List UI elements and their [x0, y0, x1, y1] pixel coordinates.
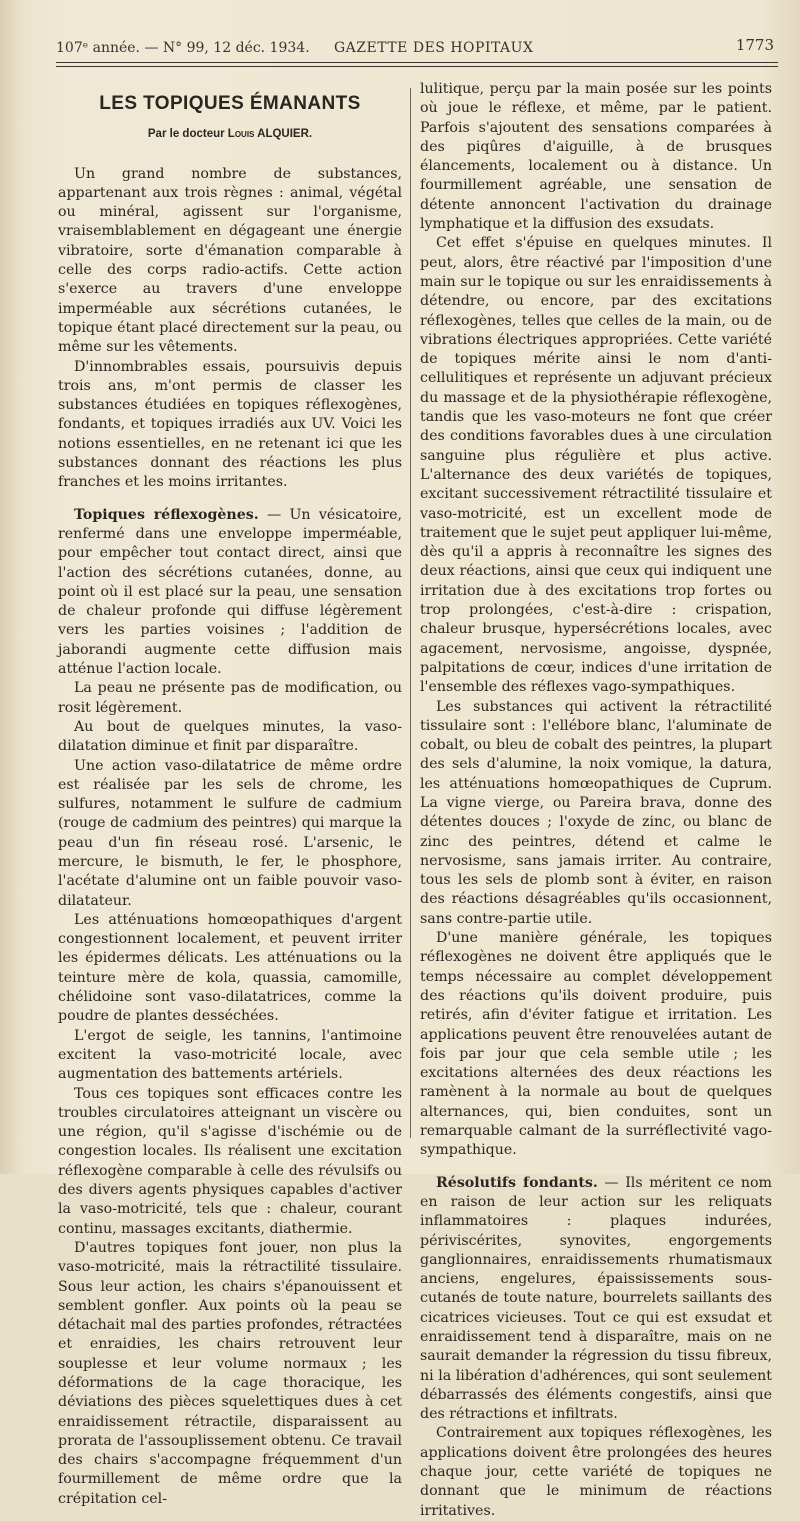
author-name: Louis ALQUIER.	[227, 128, 313, 141]
body-paragraph: Au bout de quelques minutes, la vaso-dilatation diminue et finit par disparaître.	[58, 718, 402, 755]
body-paragraph: Tous ces topiques sont efficaces contre les troubles circulatoires atteignant un viscère ou une région, qu'il s'agisse d'ischémie ou de congestion locales. Ils réalisent une excitation réflexogène comparable à celle des révulsifs ou des divers agents physiques capables d'activer la vaso-motricité, tels que : chaleur, courant continu, massages excitants, diathermie.	[58, 1085, 402, 1237]
intro-paragraph: D'innombrables essais, poursuivis depuis trois ans, m'ont permis de classer les substances étudiées en topiques réflexogènes, fondants, et topiques irradiés aux UV. Voici les notions essentielles, en ne retenant ici que les substances donnant des réactions les plus franches et les moins irritantes.	[58, 358, 402, 491]
body-paragraph-continued: lulitique, perçu par la main posée sur les points où joue le réflexe, et même, par le patient. Parfois s'ajoutent des sensations comparées à des piqûres d'aiguille, à de brusques élancements, localement ou à distance. Un fourmillement agréable, une sensation de détente annoncent l'activation du drainage lymphatique et la diffusion des exsudats.	[420, 81, 772, 233]
byline-prefix: Par le docteur	[147, 128, 225, 141]
section-lead-text: — Ils méritent ce nom en raison de leur action sur les reliquats inflammatoires : plaques indurées, périviscérites, synovites, engorgements ganglionnaires, enraidissements rhumatismaux anciens, engelures, épaississements sous-cutanés de toute nature, bourrelets saillants des cicatrices vicieuses. Tout ce qui est exsudat et enraidissement tend à disparaître, mais on ne saurait demander la régression du tissu fibreux, ni la libération d'adhérences, qui sont seulement débarrassés des éléments congestifs, ainsi que des rétractions et infiltrats.	[420, 1174, 772, 1423]
section-lead-text: — Un vésicatoire, renfermé dans une enveloppe imperméable, pour empêcher tout contact direct, ainsi que l'action des sécrétions cutanées, donne, au point où il est placé sur la peau, une sensation de chaleur profonde qui diffuse légèrement vers les parties voisines ; l'addition de jaborandi augmente cette diffusion mais atténue l'action locale.	[58, 506, 402, 678]
section-resolutifs-lead	[420, 1174, 772, 1425]
body-paragraph: Cet effet s'épuise en quelques minutes. Il peut, alors, être réactivé par l'imposition d'une main sur le topique ou sur les enraidissements à détendre, ou encore, par des excitations réflexogènes, telles que celles de la main, ou de vibrations électriques appropriées. Cette variété de topiques mérite ainsi le nom d'anti-cellulitiques et représente un adjuvant précieux du massage et de la physiothérapie réflexogène, tandis que les vaso-moteurs ne font que créer des conditions favorables dues à une circulation sanguine plus régulière et plus active. L'alternance des deux variétés de topiques, excitant successivement rétractilité tissulaire et vaso-motricité, est un excellent mode de traitement que le sujet peut appliquer lui-même, dès qu'il a appris à reconnaître les signes des deux réactions, ainsi que ceux qui indiquent une irritation due à des excitations trop fortes ou trop prolongées, c'est-à-dire : crispation, chaleur brusque, hypersécrétions locales, avec agacement, nervosisme, angoisse, dyspnée, palpitations de cœur, indices d'une irritation de l'ensemble des réflexes vago-sympathiques.	[420, 235, 772, 696]
byline	[58, 125, 402, 144]
article-title: LES TOPIQUES ÉMANANTS	[99, 93, 361, 114]
body-paragraph: Les substances qui activent la rétractilité tissulaire sont : l'ellébore blanc, l'aluminate de cobalt, ou bleu de cobalt des peintres, la plupart des sels d'alumine, la noix vomique, la datura, les atténuations homœopathiques de Cuprum. La vigne vierge, ou Pareira brava, donne des détentes douces ; l'oxyde de zinc, ou blanc de zinc des peintres, détend et calme le nervosisme, sans jamais irriter. Au contraire, tous les sels de plomb sont à éviter, en raison des réactions désagréables qu'ils occasionnent, sans contre-partie utile.	[420, 698, 772, 927]
body-paragraph: Les atténuations homœopathiques d'argent congestionnent localement, et peuvent irriter les épidermes délicats. Les atténuations ou la teinture mère de kola, quassia, camomille, chélidoine sont vaso-dilatatrices, comme la poudre de plantes desséchées.	[58, 911, 402, 1025]
body-paragraph: D'une manière générale, les topiques réflexogènes ne doivent être appliqués que le temps nécessaire au complet développement des réactions qu'ils doivent produire, puis retirés, afin d'éviter fatigue et irritation. Les applications peuvent être renouvelées autant de fois par jour que cela semble utile ; les excitations alternées des deux réactions les ramènent à la normale au bout de quelques alternances, qui, bien conduites, sont un remarquable calmant de la surréflectivité vago-sympathique.	[420, 930, 772, 1159]
body-paragraph: D'autres topiques font jouer, non plus la vaso-motricité, mais la rétractilité tissulaire. Sous leur action, les chairs s'épanouissent et semblent gonfler. Aux points où la peau se détachait mal des parties profondes, rétractées et enraidies, les chairs retrouvent leur souplesse et leur volume normaux ; les déformations de la cage thoracique, les déviations des pièces squelettiques dues à cet enraidissement rétractile, disparaissent au prorata de l'assouplissement obtenu. Ce travail des chairs s'accompagne fréquemment d'un fourmillement de même ordre que la crépitation cel-	[58, 1239, 402, 1507]
header-rule-thin	[56, 66, 778, 67]
left-column	[58, 80, 402, 1509]
section-heading: Topiques réflexogènes.	[74, 506, 259, 523]
body-paragraph: La peau ne présente pas de modification, ou rosit légèrement.	[58, 680, 402, 716]
issue-info: 107ᵉ année. — N° 99, 12 déc. 1934.	[56, 40, 310, 56]
running-header	[56, 36, 774, 60]
page-number: 1773	[735, 36, 774, 54]
right-column	[420, 80, 772, 1521]
journal-title: GAZETTE DES HOPITAUX	[334, 40, 534, 56]
section-reflexogenes-lead	[58, 506, 402, 680]
body-paragraph: Une action vaso-dilatatrice de même ordre est réalisée par les sels de chrome, les sulfures, notamment le sulfure de cadmium (rouge de cadmium des peintres) qui marque la peau d'un fin réseau rosé. L'arsenic, le mercure, le bismuth, le fer, le phosphore, l'acétate d'alumine ont un faible pouvoir vaso-dilatateur.	[58, 757, 402, 909]
section-heading: Résolutifs fondants.	[436, 1174, 598, 1191]
column-divider	[410, 88, 411, 1138]
header-rule	[56, 62, 778, 63]
body-paragraph: Contrairement aux topiques réflexogènes, les applications doivent être prolongées des heures chaque jour, cette variété de topiques ne donnant que le minimum de réactions irritatives.	[420, 1425, 772, 1519]
body-paragraph: L'ergot de seigle, les tannins, l'antimoine excitent la vaso-motricité locale, avec augmentation des battements artériels.	[58, 1027, 402, 1083]
intro-paragraph: Un grand nombre de substances, appartenant aux trois règnes : animal, végétal ou minéral, agissent sur l'organisme, vraisemblablement en dégageant une énergie vibratoire, sorte d'émanation comparable à celle des corps radio-actifs. Cette action s'exerce au travers d'une enveloppe imperméable aux sécrétions cutanées, le topique étant placé directement sur la peau, ou même sur les vêtements.	[58, 165, 402, 356]
